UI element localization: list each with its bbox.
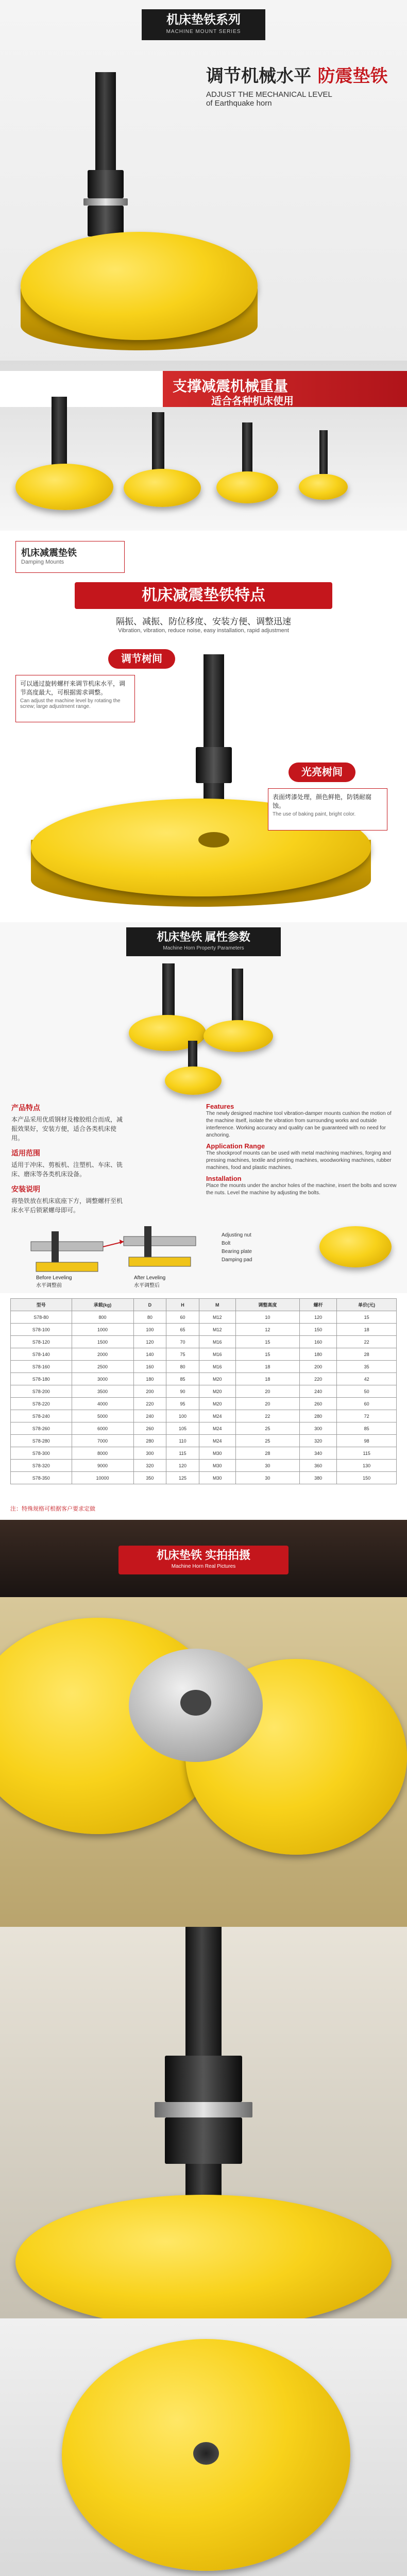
table-cell: 1000 — [72, 1324, 133, 1336]
table-cell: 8000 — [72, 1447, 133, 1460]
real-shot-head — [0, 1520, 407, 1597]
table-cell: 280 — [133, 1435, 166, 1447]
params-subtitle: Machine Horn Property Parameters — [163, 945, 244, 951]
table-cell: 260 — [133, 1422, 166, 1435]
table-cell: 2000 — [72, 1348, 133, 1361]
table-cell: 7000 — [72, 1435, 133, 1447]
hero-slogan — [206, 62, 392, 108]
hero-section — [0, 0, 407, 531]
table-cell: 115 — [166, 1447, 199, 1460]
install-text: 将垫铁放在机床底座下方，调整螺杆至机床水平后锁紧螺母即可。 — [11, 1197, 123, 1214]
application-en-text: The shockproof mounts can be used with metal machining machines, forging and pressing machines, textile and printing machines, woodworking machines, rubber machines, food and plastic machines. — [206, 1150, 392, 1171]
table-cell: 100 — [133, 1324, 166, 1336]
table-cell: 10 — [235, 1311, 299, 1324]
label-card-cn: 机床减震垫铁 — [21, 548, 77, 558]
table-cell: M16 — [199, 1361, 235, 1373]
table-cell: 30 — [235, 1472, 299, 1484]
table-cell: 150 — [337, 1472, 397, 1484]
table-row — [11, 1398, 397, 1410]
hero-nut-bottom — [88, 206, 124, 236]
table-row — [11, 1348, 397, 1361]
table-cell: S78-240 — [11, 1410, 72, 1422]
intro-cn-block — [11, 1103, 125, 1215]
table-cell: 200 — [133, 1385, 166, 1398]
table-cell: 9000 — [72, 1460, 133, 1472]
table-cell: 72 — [337, 1410, 397, 1422]
table-row — [11, 1373, 397, 1385]
level-en: Can adjust the machine level by rotating the screw; large adjustment range. — [20, 698, 121, 709]
real-shot-title-en: Machine Horn Real Pictures — [171, 1564, 236, 1569]
table-row — [11, 1410, 397, 1422]
table-cell: 260 — [300, 1398, 337, 1410]
table-cell: S78-260 — [11, 1422, 72, 1435]
spec-header: H — [166, 1299, 199, 1311]
row-disk-1 — [15, 464, 113, 510]
slogan-part-a: 调节机械水平 — [206, 66, 311, 86]
table-cell: 6000 — [72, 1422, 133, 1435]
table-row — [11, 1472, 397, 1484]
table-row — [11, 1324, 397, 1336]
row-disk-2 — [124, 469, 201, 507]
diagram-cap-left: Before Leveling — [36, 1275, 72, 1281]
param-disk-3 — [165, 1066, 222, 1095]
table-row — [11, 1311, 397, 1324]
table-cell: 140 — [133, 1348, 166, 1361]
table-cell: 70 — [166, 1336, 199, 1348]
intro-en-block — [206, 1103, 397, 1197]
diagram-label-plate: Bearing plate — [222, 1249, 252, 1255]
hero-disk — [21, 232, 258, 340]
photo2-washer — [155, 2102, 252, 2117]
real-photo-3 — [0, 2318, 407, 2576]
table-cell: 240 — [133, 1410, 166, 1422]
row-bolt-1 — [52, 397, 67, 474]
table-cell: 95 — [166, 1398, 199, 1410]
table-cell: 3000 — [72, 1373, 133, 1385]
slogan-en-1: ADJUST THE MECHANICAL LEVEL — [206, 90, 332, 99]
hero-nut-top — [88, 170, 124, 198]
table-row — [11, 1447, 397, 1460]
table-cell: 15 — [235, 1336, 299, 1348]
table-cell: S78-300 — [11, 1447, 72, 1460]
table-cell: 120 — [166, 1460, 199, 1472]
label-card-en: Damping Mounts — [21, 559, 64, 565]
hero-washer — [83, 198, 128, 206]
table-cell: M30 — [199, 1447, 235, 1460]
diagram-label-bolt: Bolt — [222, 1241, 231, 1246]
table-cell: S78-350 — [11, 1472, 72, 1484]
table-cell: 125 — [166, 1472, 199, 1484]
table-cell: 115 — [337, 1447, 397, 1460]
table-cell: S78-100 — [11, 1324, 72, 1336]
table-cell: 28 — [235, 1447, 299, 1460]
table-cell: 18 — [337, 1324, 397, 1336]
spec-header: 型号 — [11, 1299, 72, 1311]
table-cell: 42 — [337, 1373, 397, 1385]
table-cell: S78-180 — [11, 1373, 72, 1385]
real-shot-section — [0, 1520, 407, 2576]
table-cell: M30 — [199, 1460, 235, 1472]
table-section — [0, 1293, 407, 1520]
banner-text-b: 适合各种机床使用 — [211, 396, 294, 407]
table-cell: 18 — [235, 1373, 299, 1385]
feature-shaft-hole — [198, 832, 229, 848]
table-cell: 15 — [337, 1311, 397, 1324]
table-cell: 22 — [235, 1410, 299, 1422]
table-cell: 320 — [133, 1460, 166, 1472]
real-shot-title-cn: 机床垫铁 实拍拍摄 — [156, 1549, 251, 1562]
table-cell: 340 — [300, 1447, 337, 1460]
table-cell: M24 — [199, 1410, 235, 1422]
table-cell: 20 — [235, 1385, 299, 1398]
diagram-cn-left: 水平调整前 — [36, 1283, 62, 1289]
series-subtitle: MACHINE MOUNT SERIES — [166, 29, 241, 35]
table-cell: 280 — [300, 1410, 337, 1422]
level-cn: 可以通过旋转螺杆来调节机床水平，调节高度最大，可根据需求调整。 — [20, 680, 126, 696]
table-cell: 4000 — [72, 1398, 133, 1410]
table-cell: M16 — [199, 1348, 235, 1361]
table-cell: S78-160 — [11, 1361, 72, 1373]
table-row — [11, 1385, 397, 1398]
slogan-part-b: 防震垫铁 — [317, 66, 388, 86]
features-cn: 隔振、减振、防位移度、安装方便、调整迅速 — [116, 617, 291, 626]
spec-body — [11, 1311, 397, 1484]
spec-header: 调整高度 — [235, 1299, 299, 1311]
table-cell: 320 — [300, 1435, 337, 1447]
params-section — [0, 922, 407, 1293]
table-cell: S78-80 — [11, 1311, 72, 1324]
params-title: 机床垫铁 属性参数 — [157, 930, 250, 943]
table-cell: 200 — [300, 1361, 337, 1373]
real-shot-title — [118, 1546, 289, 1574]
table-cell: 110 — [166, 1435, 199, 1447]
table-cell: 300 — [133, 1447, 166, 1460]
table-cell: 10000 — [72, 1472, 133, 1484]
table-cell: 35 — [337, 1361, 397, 1373]
table-cell: S78-320 — [11, 1460, 72, 1472]
features-en: Vibration, vibration, reduce noise, easy installation, rapid adjustment — [118, 628, 289, 634]
paint-cn: 表面烤漆处理，颜色鲜艳，防锈耐腐蚀。 — [273, 793, 372, 809]
table-cell: 20 — [235, 1398, 299, 1410]
app-text: 适用于冲床、剪板机、注塑机、车床、铣床、磨床等各类机床设备。 — [11, 1161, 123, 1178]
table-cell: 5000 — [72, 1410, 133, 1422]
row-bolt-3 — [242, 422, 252, 474]
installation-en-text: Place the mounts under the anchor holes of the machine, insert the bolts and screw the nuts. Level the machine by adjusting the bolts. — [206, 1183, 397, 1196]
table-cell: 85 — [166, 1373, 199, 1385]
spec-header: M — [199, 1299, 235, 1311]
table-cell: 12 — [235, 1324, 299, 1336]
table-row — [11, 1435, 397, 1447]
table-cell: 380 — [300, 1472, 337, 1484]
table-cell: 220 — [133, 1398, 166, 1410]
photo2-nut-a — [165, 2056, 242, 2102]
features-title: 机床减震垫铁特点 — [75, 582, 332, 609]
table-cell: 120 — [300, 1311, 337, 1324]
table-cell: 1500 — [72, 1336, 133, 1348]
photo2-nut-b — [165, 2117, 242, 2164]
table-cell: 80 — [166, 1361, 199, 1373]
spec-header-row — [11, 1299, 397, 1311]
table-cell: S78-200 — [11, 1385, 72, 1398]
param-disk-2 — [204, 1020, 273, 1052]
features-section — [0, 531, 407, 922]
table-cell: 80 — [133, 1311, 166, 1324]
table-cell: 350 — [133, 1472, 166, 1484]
table-cell: M30 — [199, 1472, 235, 1484]
series-ribbon — [142, 9, 265, 40]
features-en-text: The newly designed machine tool vibration-damper mounts cushion the motion of the machine itself, isolate the vibration from surrounding works and outside interference. Working accuracy and quality can be guaranteed with no need for anchoring. — [206, 1111, 392, 1138]
table-cell: 180 — [133, 1373, 166, 1385]
intro-title: 产品特点 — [11, 1104, 40, 1112]
row-disk-3 — [216, 471, 278, 503]
photo2-disk — [15, 2195, 392, 2318]
table-cell: 90 — [166, 1385, 199, 1398]
spec-header: 单价(元) — [337, 1299, 397, 1311]
slogan-en-2: of Earthquake horn — [206, 99, 272, 108]
photo1-hole — [180, 1690, 211, 1716]
paint-tag: 光亮树间 — [289, 762, 355, 782]
table-cell: 30 — [235, 1460, 299, 1472]
table-note: 注：特殊规格可根据客户要求定做 — [10, 1506, 95, 1512]
real-photo-2 — [0, 1927, 407, 2318]
table-cell: 18 — [235, 1361, 299, 1373]
paint-en: The use of baking paint, bright color. — [273, 811, 356, 817]
diagram-label-pad: Damping pad — [222, 1257, 252, 1263]
table-cell: 800 — [72, 1311, 133, 1324]
table-cell: 65 — [166, 1324, 199, 1336]
table-cell: 100 — [166, 1410, 199, 1422]
row-disk-4 — [299, 474, 348, 500]
param-bolt-2 — [232, 969, 243, 1025]
table-cell: 28 — [337, 1348, 397, 1361]
installation-en-title: Installation — [206, 1175, 242, 1182]
feature-nut — [196, 747, 232, 783]
table-cell: 105 — [166, 1422, 199, 1435]
table-cell: 75 — [166, 1348, 199, 1361]
table-cell: 300 — [300, 1422, 337, 1435]
spec-header: D — [133, 1299, 166, 1311]
table-cell: S78-220 — [11, 1398, 72, 1410]
table-cell: M12 — [199, 1324, 235, 1336]
spec-table — [10, 1298, 397, 1484]
table-cell: 22 — [337, 1336, 397, 1348]
table-row — [11, 1336, 397, 1348]
leveling-diagram — [21, 1216, 206, 1288]
table-cell: M24 — [199, 1422, 235, 1435]
diagram-labels — [222, 1231, 304, 1264]
table-cell: 15 — [235, 1348, 299, 1361]
table-cell: 130 — [337, 1460, 397, 1472]
install-title: 安装说明 — [11, 1185, 40, 1193]
label-card — [15, 541, 125, 573]
level-tag: 调节树间 — [108, 649, 175, 669]
banner-text-a: 支撑减震机械重量 — [173, 378, 289, 394]
table-cell: 2500 — [72, 1361, 133, 1373]
table-cell: 85 — [337, 1422, 397, 1435]
table-cell: M16 — [199, 1336, 235, 1348]
intro-text: 本产品采用优质钢材及橡胶组合而成，减振效果好，安装方便，适合各类机床使用。 — [11, 1116, 123, 1142]
table-cell: S78-120 — [11, 1336, 72, 1348]
table-cell: 25 — [235, 1422, 299, 1435]
spec-header: 承载(kg) — [72, 1299, 133, 1311]
table-cell: 25 — [235, 1435, 299, 1447]
series-title: 机床垫铁系列 — [166, 13, 241, 27]
diagram-cn-right: 水平调整后 — [134, 1283, 160, 1289]
table-cell: 160 — [133, 1361, 166, 1373]
table-cell: S78-280 — [11, 1435, 72, 1447]
app-title: 适用范围 — [11, 1149, 40, 1157]
table-cell: S78-140 — [11, 1348, 72, 1361]
features-en-title: Features — [206, 1103, 234, 1110]
table-cell: 3500 — [72, 1385, 133, 1398]
table-cell: 180 — [300, 1348, 337, 1361]
table-cell: M12 — [199, 1311, 235, 1324]
table-row — [11, 1361, 397, 1373]
table-cell: 120 — [133, 1336, 166, 1348]
paint-card — [268, 788, 387, 831]
table-row — [11, 1460, 397, 1472]
level-card — [15, 675, 135, 722]
diagram-cap-right: After Leveling — [134, 1275, 166, 1281]
row-bolt-4 — [319, 430, 328, 474]
table-cell: M20 — [199, 1373, 235, 1385]
table-row — [11, 1422, 397, 1435]
table-cell: 150 — [300, 1324, 337, 1336]
params-ribbon — [126, 927, 281, 956]
table-cell: M20 — [199, 1385, 235, 1398]
table-cell: 50 — [337, 1385, 397, 1398]
table-cell: M24 — [199, 1435, 235, 1447]
photo3-hole — [193, 2442, 219, 2465]
application-en-title: Application Range — [206, 1142, 265, 1150]
table-cell: M20 — [199, 1398, 235, 1410]
table-cell: 98 — [337, 1435, 397, 1447]
table-cell: 160 — [300, 1336, 337, 1348]
table-cell: 220 — [300, 1373, 337, 1385]
table-cell: 60 — [166, 1311, 199, 1324]
row-bolt-2 — [152, 412, 164, 474]
table-cell: 240 — [300, 1385, 337, 1398]
table-cell: 360 — [300, 1460, 337, 1472]
table-cell: 60 — [337, 1398, 397, 1410]
real-photo-1 — [0, 1597, 407, 1927]
spec-header: 螺杆 — [300, 1299, 337, 1311]
diagram-label-nut: Adjusting nut — [222, 1232, 251, 1238]
diagram-mount-photo — [319, 1226, 392, 1267]
